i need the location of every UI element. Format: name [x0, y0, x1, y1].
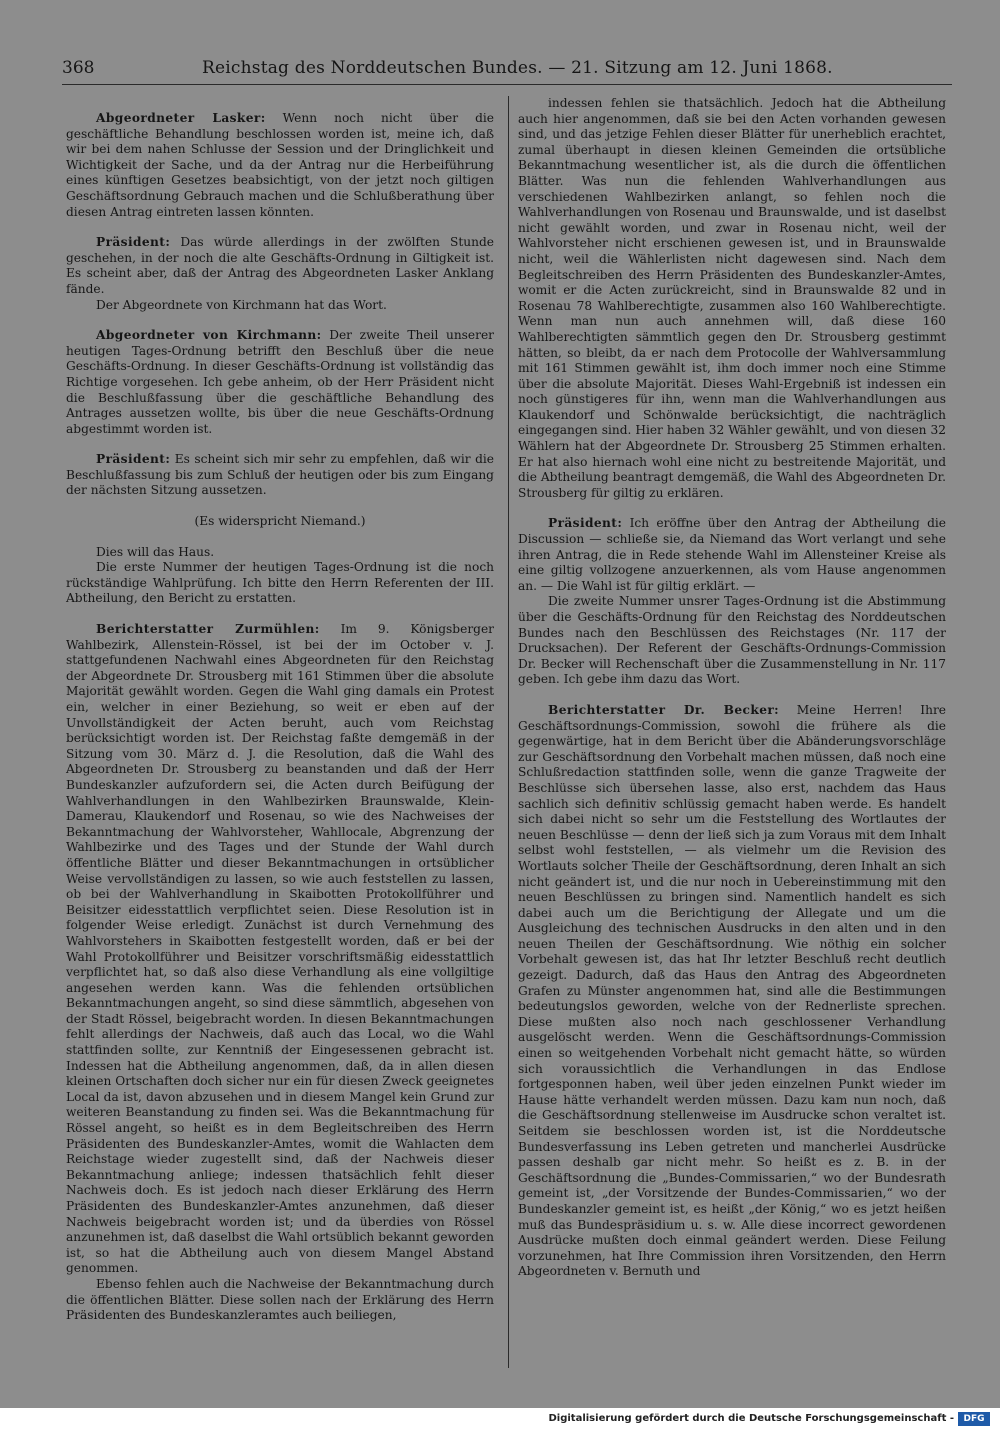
paragraph — [66, 560, 494, 607]
paragraph-text: Es scheint sich mir sehr zu empfehlen, daß wir die Beschlußfassung bis zum Schluß der heutigen oder bis zum Eingang der nächsten Sitzung aussetzen. — [66, 452, 494, 498]
paragraph-text: Ebenso fehlen auch die Nachweise der Bekanntmachung durch die öffentlichen Blätter. Diese sollen nach der Erklärung des Herrn Präsidenten des Bundeskanzleramtes auch beiliegen, — [66, 1276, 494, 1323]
paragraph-text: Meine Herren! Ihre Geschäftsordnungs-Commission, sowohl die frühere als die gegenwärtige, hat in dem Bericht über die Abänderungsvorschläge zur Geschäftsordnung den Vorbehalt machen müssen, daß noch eine Schlußredaction stattfinden solle, wenn die ganze Tragweite der Beschlüsse sich übersehen lasse, also erst, nachdem das Haus sachlich sich definitiv schlüssig gemacht haben werde. Es handelt sich dabei nicht so sehr um die Feststellung des Wortlautes der neuen Beschlüsse — denn der ließ sich ja zum Voraus mit dem Inhalt selbst wohl feststellen, — als vielmehr um die Revision des Wortlauts solcher Theile der Geschäftsordnung, deren Inhalt an sich nicht geändert ist, und die nur noch in Uebereinstimmung mit den neuen Beschlüssen zu bringen sind. Namentlich handelt es sich dabei auch um die Berichtigung der Allegate und um die Ausgleichung des technischen Ausdrucks in den alten und in den neuen Theilen der Geschäftsordnung. Wie nöthig ein solcher Vorbehalt gewesen ist, das hat Ihr letzter Beschluß recht deutlich gezeigt. Dadurch, daß das Haus den Antrag des Abgeordneten Grafen zu Münster angenommen hat, sind alle die Bestimmungen bedeutungslos geworden, welche von der Rednerliste sprechen. Diese mußten also noch nach geschlossener Verhandlung ausgelöscht werden. Wenn die Geschäftsordnungs-Commission einen so weitgehenden Vorbehalt nicht gemacht hätte, so würden sich voraussichtlich die Verhandlungen in das Endlose fortgesponnen haben, weil über jeden einzelnen Punkt wieder im Hause hätte verhandelt werden müssen. Dazu kam nun noch, daß die Geschäftsordnung stellenweise im Ausdrucke schon veraltet ist. Seitdem sie beschlossen worden ist, ist die Norddeutsche Bundesverfassung ins Leben getreten und mancherlei Ausdrücke passen deshalb gar nicht mehr. So heißt es z. B. in der Geschäftsordnung die „Bundes-Commissarien,“ wo der Bundesrath gemeint ist, „der Vorsitzende der Bundes-Commissarien,“ wo der Bundeskanzler gemeint ist, es heißt „der König,“ wo es jetzt heißen muß das Bundespräsidium u. s. w. Alle diese incorrect gewordenen Ausdrücke mußten doch einmal geändert werden. Diese Feilung vorzunehmen, hat Ihre Commission ihren Vorsitzenden, den Herrn Abgeordneten v. Bernuth und — [518, 702, 946, 1279]
paragraph-text: Der Abgeordnete von Kirchmann hat das Wort. — [96, 297, 387, 312]
speaker-label: Präsident: — [96, 452, 171, 467]
speaker-label: Präsident: — [548, 516, 623, 531]
page-header — [62, 58, 952, 80]
paragraph-text: Das würde allerdings in der zwölften Stunde geschehen, in der noch die alte Geschäfts-Ordnung in Giltigkeit ist. Es scheint aber, daß der Antrag des Abgeordneten Lasker Anklang fände. — [66, 235, 495, 296]
paragraph — [518, 703, 946, 1280]
speaker-label: Berichterstatter Zurmühlen: — [96, 622, 320, 637]
paragraph — [66, 111, 494, 220]
footer-bar — [0, 1408, 1000, 1432]
paragraph-text: Wenn noch nicht über die geschäftliche Behandlung beschlossen worden ist, meine ich, daß wir bei dem nahen Schlusse der Session und der Dringlichkeit und Wichtigkeit der Sache, und da der Antrag nur die Herbeiführung eines künftigen Gesetzes beabsichtigt, von der jetzt noch giltigen Geschäftsordnung Gebrauch machen und die Schlußberathung über diesen Antrag eintreten lassen könnten. — [66, 111, 494, 219]
speaker-label: Berichterstatter Dr. Becker: — [548, 702, 780, 717]
paragraph — [518, 594, 946, 688]
header-rule — [62, 84, 952, 85]
paragraph-text: Der zweite Theil unserer heutigen Tages-Ordnung betrifft den Beschluß über die neue Geschäfts-Ordnung. In dieser Geschäfts-Ordnung ist vollständig das Richtige vorgesehen. Ich gebe anheim, ob der Herr Präsident nicht die Beschlußfassung über die geschäftliche Behandlung des Antrages aussetzen wollte, bis über die neue Geschäfts-Ordnung abgestimmt worden ist. — [66, 328, 494, 436]
column-divider — [508, 96, 509, 1368]
paragraph — [66, 622, 494, 1277]
running-head: Reichstag des Norddeutschen Bundes. — 21. Sitzung am 12. Juni 1868. — [202, 58, 833, 78]
paragraph — [66, 514, 494, 530]
speaker-label: Abgeordneter von Kirchmann: — [96, 328, 322, 343]
speaker-label: Präsident: — [96, 235, 171, 250]
left-column — [66, 96, 494, 1324]
paragraph — [518, 516, 946, 594]
right-column — [518, 96, 946, 1280]
paragraph-text: Die erste Nummer der heutigen Tages-Ordnung ist die noch rückständige Wahlprüfung. Ich bitte den Herrn Referenten der III. Abtheilung, den Bericht zu erstatten. — [66, 560, 494, 606]
paragraph-text: Die zweite Nummer unsrer Tages-Ordnung ist die Abstimmung über die Geschäfts-Ordnung für den Reichstag des Norddeutschen Bundes nach den Beschlüssen des Reichstages (Nr. 117 der Drucksachen). Der Referent der Geschäfts-Ordnungs-Commission Dr. Becker will Rechenschaft über die Zusammenstellung in Nr. 117 geben. Ich gebe ihm dazu das Wort. — [518, 594, 946, 687]
paragraph-text: Dies will das Haus. — [96, 544, 215, 559]
paragraph-text: (Es widerspricht Niemand.) — [194, 514, 366, 529]
paragraph-text: Ich eröffne über den Antrag der Abtheilung die Discussion — schließe sie, da Niemand das Wort verlangt und sehe ihren Antrag, die in Rede stehende Wahl im Allensteiner Kreise als eine giltig vollzogene anzuerkennen, als vom Hause angenommen an. — Die Wahl ist für giltig erklärt. — — [518, 516, 947, 593]
dfg-logo: DFG — [958, 1412, 990, 1426]
paragraph-text: Im 9. Königsberger Wahlbezirk, Allenstein-Rössel, ist bei der im October v. J. stattgefundenen Nachwahl eines Abgeordneten für den Reichstag der Abgeordnete Dr. Strousberg mit 161 Stimmen über die absolute Majorität gewählt worden. Gegen die Wahl ging damals ein Protest ein, welcher in einer Beziehung, so weit er eben auf der Unvollständigkeit der Acten beruht, auch vom Reichstag berücksichtigt worden ist. Der Reichstag faßte demgemäß in der Sitzung vom 30. März d. J. die Resolution, daß die Wahl des Abgeordneten Dr. Strousberg zu beanstanden und daß der Herr Bundeskanzler aufzufordern sei, die Acten durch Beifügung der Wahlverhandlungen in den Wahlbezirken Braunswalde, Klein-Damerau, Klaukendorf und Rosenau, so wie des Nachweises der Bekanntmachung der Wahlvorsteher, Wahllocale, Abgrenzung der Wahlbezirke und des Tages und der Stunde der Wahl durch öffentliche Blätter und dieser Bekanntmachungen in ortsüblicher Weise vervollständigen zu lassen, so wie auch feststellen zu lassen, ob bei der Wahlverhandlung in Skaibotten Protokollführer und Beisitzer eidesstattlich verpflichtet seien. Diese Resolution ist in folgender Weise erledigt. Zunächst ist durch Vernehmung des Wahlvorstehers in Skaibotten festgestellt worden, daß er bei der Wahl Protokollführer und Beisitzer vorschriftsmäßig eidesstattlich verpflichtet hat, so daß also diese Verhandlung als eine vollgiltige angesehen werden kann. Was die fehlenden ortsüblichen Bekanntmachungen angeht, so sind diese sämmtlich, abgesehen von der Stadt Rössel, beigebracht worden. In diesen Bekanntmachungen fehlt allerdings der Nachweis, daß auch das Local, wo die Wahl stattfinden sollte, zur Kenntniß der Eingesessenen gebracht ist. Indessen hat die Abtheilung angenommen, daß, da in allen diesen kleinen Ortschaften doch sicher nur ein für diesen Zweck geeignetes Local da ist, davon abzusehen und in diesem Mangel kein Grund zur weiteren Beanstandung zu finden sei. Was die Bekanntmachung für Rössel angeht, so heißt es in dem Begleitschreiben des Herrn Präsidenten des Bundeskanzler-Amtes, womit die Wahlacten dem Reichstage wieder zugestellt sind, daß der Nachweis dieser Bekanntmachung anliege; indessen thatsächlich fehlt dieser Nachweis doch. Es ist jedoch nach dieser Erklärung des Herrn Präsidenten des Bundeskanzler-Amtes anzunehmen, daß dieser Nachweis beigebracht worden ist; und da überdies von Rössel anzunehmen ist, daß daselbst die Wahl ortsüblich bekannt geworden ist, so hat die Abtheilung auch von diesem Mangel Abstand genommen. — [66, 622, 494, 1276]
paragraph — [66, 1277, 494, 1324]
paragraph — [66, 452, 494, 499]
paragraph — [66, 235, 494, 297]
paragraph — [518, 96, 946, 501]
page-number: 368 — [62, 58, 95, 78]
speaker-label: Abgeordneter Lasker: — [96, 111, 266, 125]
paragraph — [66, 328, 494, 437]
paragraph — [66, 545, 494, 561]
paragraph — [66, 298, 494, 314]
footer-credit: Digitalisierung gefördert durch die Deutsche Forschungsgemeinschaft - — [548, 1413, 954, 1424]
paragraph-text: indessen fehlen sie thatsächlich. Jedoch hat die Abtheilung auch hier angenommen, daß sie bei den Acten vorhanden gewesen sind, und das jetzige Fehlen dieser Blätter für unerheblich erachtet, zumal überhaupt in diesen kleinen Gemeinden die ortsübliche Bekanntmachung wesentlicher ist, als die durch die öffentlichen Blätter. Was nun die fehlenden Wahlverhandlungen aus verschiedenen Wahlbezirken anlangt, so fehlen noch die Wahlverhandlungen von Rosenau und Braunswalde, und ist daselbst nicht gewählt worden, und zwar in Rosenau nicht, weil der Wahlvorsteher nicht erschienen gewesen ist, und in Braunswalde nicht, weil die Wählerlisten nicht dagewesen sind. Nach dem Begleitschreiben des Herrn Präsidenten des Bundeskanzler-Amtes, womit er die Acten zurückreicht, sind in Braunswalde 82 und in Rosenau 78 Wahlberechtigte, zusammen also 160 Wahlberechtigte. Wenn man nun auch annehmen will, daß diese 160 Wahlberechtigten sämmtlich gegen den Dr. Strousberg gestimmt hätten, so bleibt, da er nach dem Protocolle der Wahlversammlung mit 161 Stimmen gewählt ist, ihm doch immer noch eine Stimme über die absolute Majorität. Dieses Wahl-Ergebniß ist indessen ein noch günstigeres für ihn, wenn man die Wahlverhandlungen aus Klaukendorf und Schönwalde berücksichtigt, die nachträglich eingegangen sind. Hier haben 32 Wähler gewählt, und von diesen 32 Wählern hat der Abgeordnete Dr. Strousberg 25 Stimmen erhalten. Er hat also hiernach wohl eine nicht zu bestreitende Majorität, und die Abtheilung beantragt demgemäß, die Wahl des Abgeordneten Dr. Strousberg für giltig zu erklären. — [518, 96, 946, 500]
